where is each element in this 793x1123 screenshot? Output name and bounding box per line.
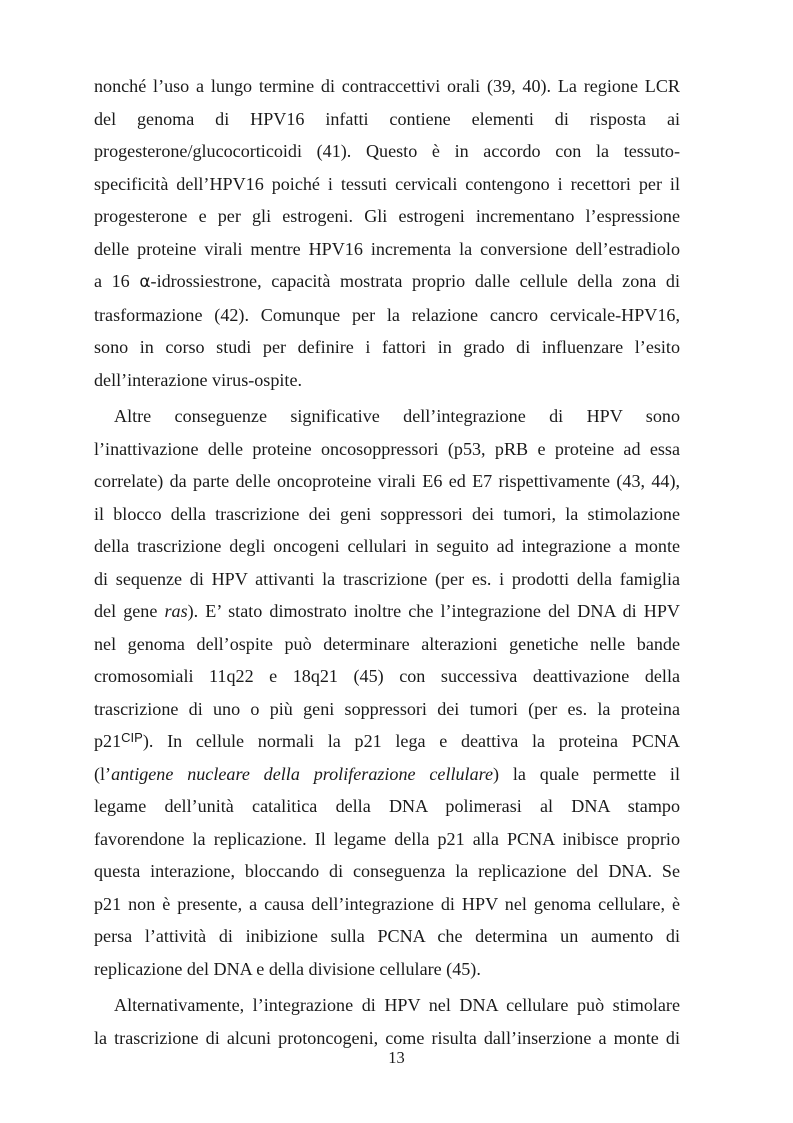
document-body (94, 70, 680, 1058)
text-line: progesterone/glucocorticoidi (41). Questo è in accordo con la tessuto- (94, 141, 680, 161)
paragraph-2 (94, 400, 680, 985)
text-line: dell’interazione virus-ospite. (94, 369, 303, 390)
text-line: nel genoma dell’ospite può determinare alterazioni genetiche nelle bande (94, 633, 680, 654)
text-line: p21 non è presente, a causa dell’integrazione di HPV nel genoma cellulare, è (94, 893, 680, 914)
text-line: il blocco della trascrizione dei geni soppressori dei tumori, la stimolazione (94, 503, 680, 524)
alpha-symbol: α (139, 272, 151, 292)
paragraph-3 (94, 989, 680, 1054)
text-line: progesterone e per gli estrogeni. Gli estrogeni incrementano l’espressione (94, 206, 680, 226)
paragraph-1 (94, 70, 680, 396)
text-line: persa l’attività di inibizione sulla PCNA che determina un aumento di (94, 926, 680, 946)
superscript-cip: CIP (121, 730, 143, 745)
text-line: specificità dell’HPV16 poiché i tessuti cervicali contengono i recettori per il (94, 173, 680, 194)
italic-term: ras (164, 601, 188, 621)
text-line: $p21^{CIP}$). In cellule normali la p21 lega e deattiva la proteina PCNA (94, 730, 680, 751)
text-line: l’inattivazione delle proteine oncosoppressori (p53, pRB e proteine ad essa (94, 438, 680, 459)
text-line: replicazione del DNA e della divisione cellulare (45). (94, 958, 481, 979)
text-line: trascrizione di uno o più geni soppressori dei tumori (per es. la proteina (94, 698, 680, 719)
text-line: legame dell’unità catalitica della DNA polimerasi al DNA stampo (94, 796, 680, 816)
text-line: del gene ras). E’ stato dimostrato inoltre che l’integrazione del DNA di HPV (94, 601, 680, 621)
text-line: la trascrizione di alcuni protoncogeni, come risulta dall’inserzione a monte di (94, 1027, 680, 1048)
text-line: trasformazione (42). Comunque per la relazione cancro cervicale-HPV16, (94, 304, 680, 325)
text-line: Alternativamente, l’integrazione di HPV nel DNA cellulare può stimolare (114, 995, 680, 1015)
italic-term: antigene nucleare della proliferazione cellulare (111, 763, 494, 784)
text-line: (l’antigene nucleare della proliferazione cellulare) la quale permette il (94, 763, 680, 784)
text-line: di sequenze di HPV attivanti la trascrizione (per es. i prodotti della famiglia (94, 568, 680, 589)
text-line: cromosomiali 11q22 e 18q21 (45) con successiva deattivazione della (94, 666, 680, 686)
text-line: correlate) da parte delle oncoproteine virali E6 ed E7 rispettivamente (43, 44), (94, 471, 680, 491)
page-number: 13 (388, 1048, 405, 1067)
text-line: della trascrizione degli oncogeni cellulari in seguito ad integrazione a monte (94, 536, 680, 556)
text-line: sono in corso studi per definire i fattori in grado di influenzare l’esito (94, 337, 680, 357)
text-line: del genoma di HPV16 infatti contiene elementi di risposta ai (94, 108, 680, 129)
text-line: favorendone la replicazione. Il legame della p21 alla PCNA inibisce proprio (94, 828, 680, 849)
text-line: questa interazione, bloccando di conseguenza la replicazione del DNA. Se (94, 861, 680, 881)
text-line: a 16 α-idrossiestrone, capacità mostrata proprio dalle cellule della zona di (94, 271, 680, 292)
text-line: Altre conseguenze significative dell’integrazione di HPV sono (114, 406, 680, 426)
text-line: nonché l’uso a lungo termine di contraccettivi orali (39, 40). La regione LCR (94, 76, 680, 96)
text-line: delle proteine virali mentre HPV16 incrementa la conversione dell’estradiolo (94, 238, 680, 259)
